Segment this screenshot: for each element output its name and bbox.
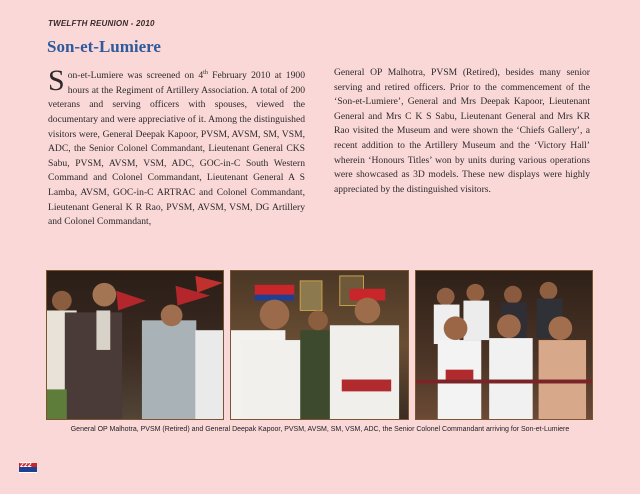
article-column-right — [334, 66, 590, 197]
section-header: TWELFTH REUNION - 2010 — [48, 19, 155, 28]
flag-stripe-white — [19, 472, 37, 473]
paragraph-text-a: on-et-Lumiere was screened on 4 — [67, 70, 204, 82]
article-paragraph — [48, 66, 305, 230]
photo-caption: General OP Malhotra, PVSM (Retired) and General Deepak Kapoor, PVSM, AVSM, SM, VSM, ADC, the Senior Colonel Commandant arriving for Son-et-Lumiere — [70, 426, 570, 433]
photo-audience — [415, 270, 593, 420]
photo-strip — [46, 270, 593, 420]
page-number-badge — [19, 463, 37, 476]
article-paragraph-right: General OP Malhotra, PVSM (Retired), besides many senior serving and retired officers. Prior to the commencement of the ‘Son-et-Lumiere’, General and Mrs Deepak Kapoor, Lieutenant General and Mrs C K S Sabu, Lieutenant General and Mrs KR Rao visited the Museum and were shown the ‘Chiefs Gallery’, a recent addition to the Artillery Museum and the ‘Victory Hall’ wherein ‘Honours Titles’ won by units during various operations were showcased as 3D models. These new displays were highly appreciated by the distinguished visitors. — [334, 67, 590, 195]
paragraph-text-b: February 2010 at 1900 hours at the Regiment of Artillery Association. A total of 200 veterans and serving officers with spouses, viewed the documentary and were appreciative of it. Among the distinguished visitors were, General Deepak Kapoor, PVSM, AVSM, SM, VSM, ADC, the Senior Colonel Commandant, Lieutenant General CKS Sabu, PVSM, AVSM, VSM, ADC, GOC-in-C South Western Command and Colonel Commandant, Lieutenant General A S Lamba, AVSM, GOC-in-C ARTRAC and Colonel Commandant, Lieutenant General K R Rao, PVSM, AVSM, VSM, DG Artillery and Colonel Commandant, — [48, 70, 305, 228]
drop-cap: S — [48, 64, 65, 97]
photo-museum-illustration — [231, 271, 408, 419]
photo-museum-visit — [230, 270, 409, 420]
article-title: Son-et-Lumiere — [47, 37, 161, 56]
photo-audience-illustration — [416, 271, 592, 419]
superscript: th — [203, 70, 208, 76]
photo-arrival-illustration — [47, 271, 223, 419]
photo-arrival — [46, 270, 224, 420]
article-column-left — [48, 66, 305, 230]
page-number: 222 — [20, 462, 32, 469]
